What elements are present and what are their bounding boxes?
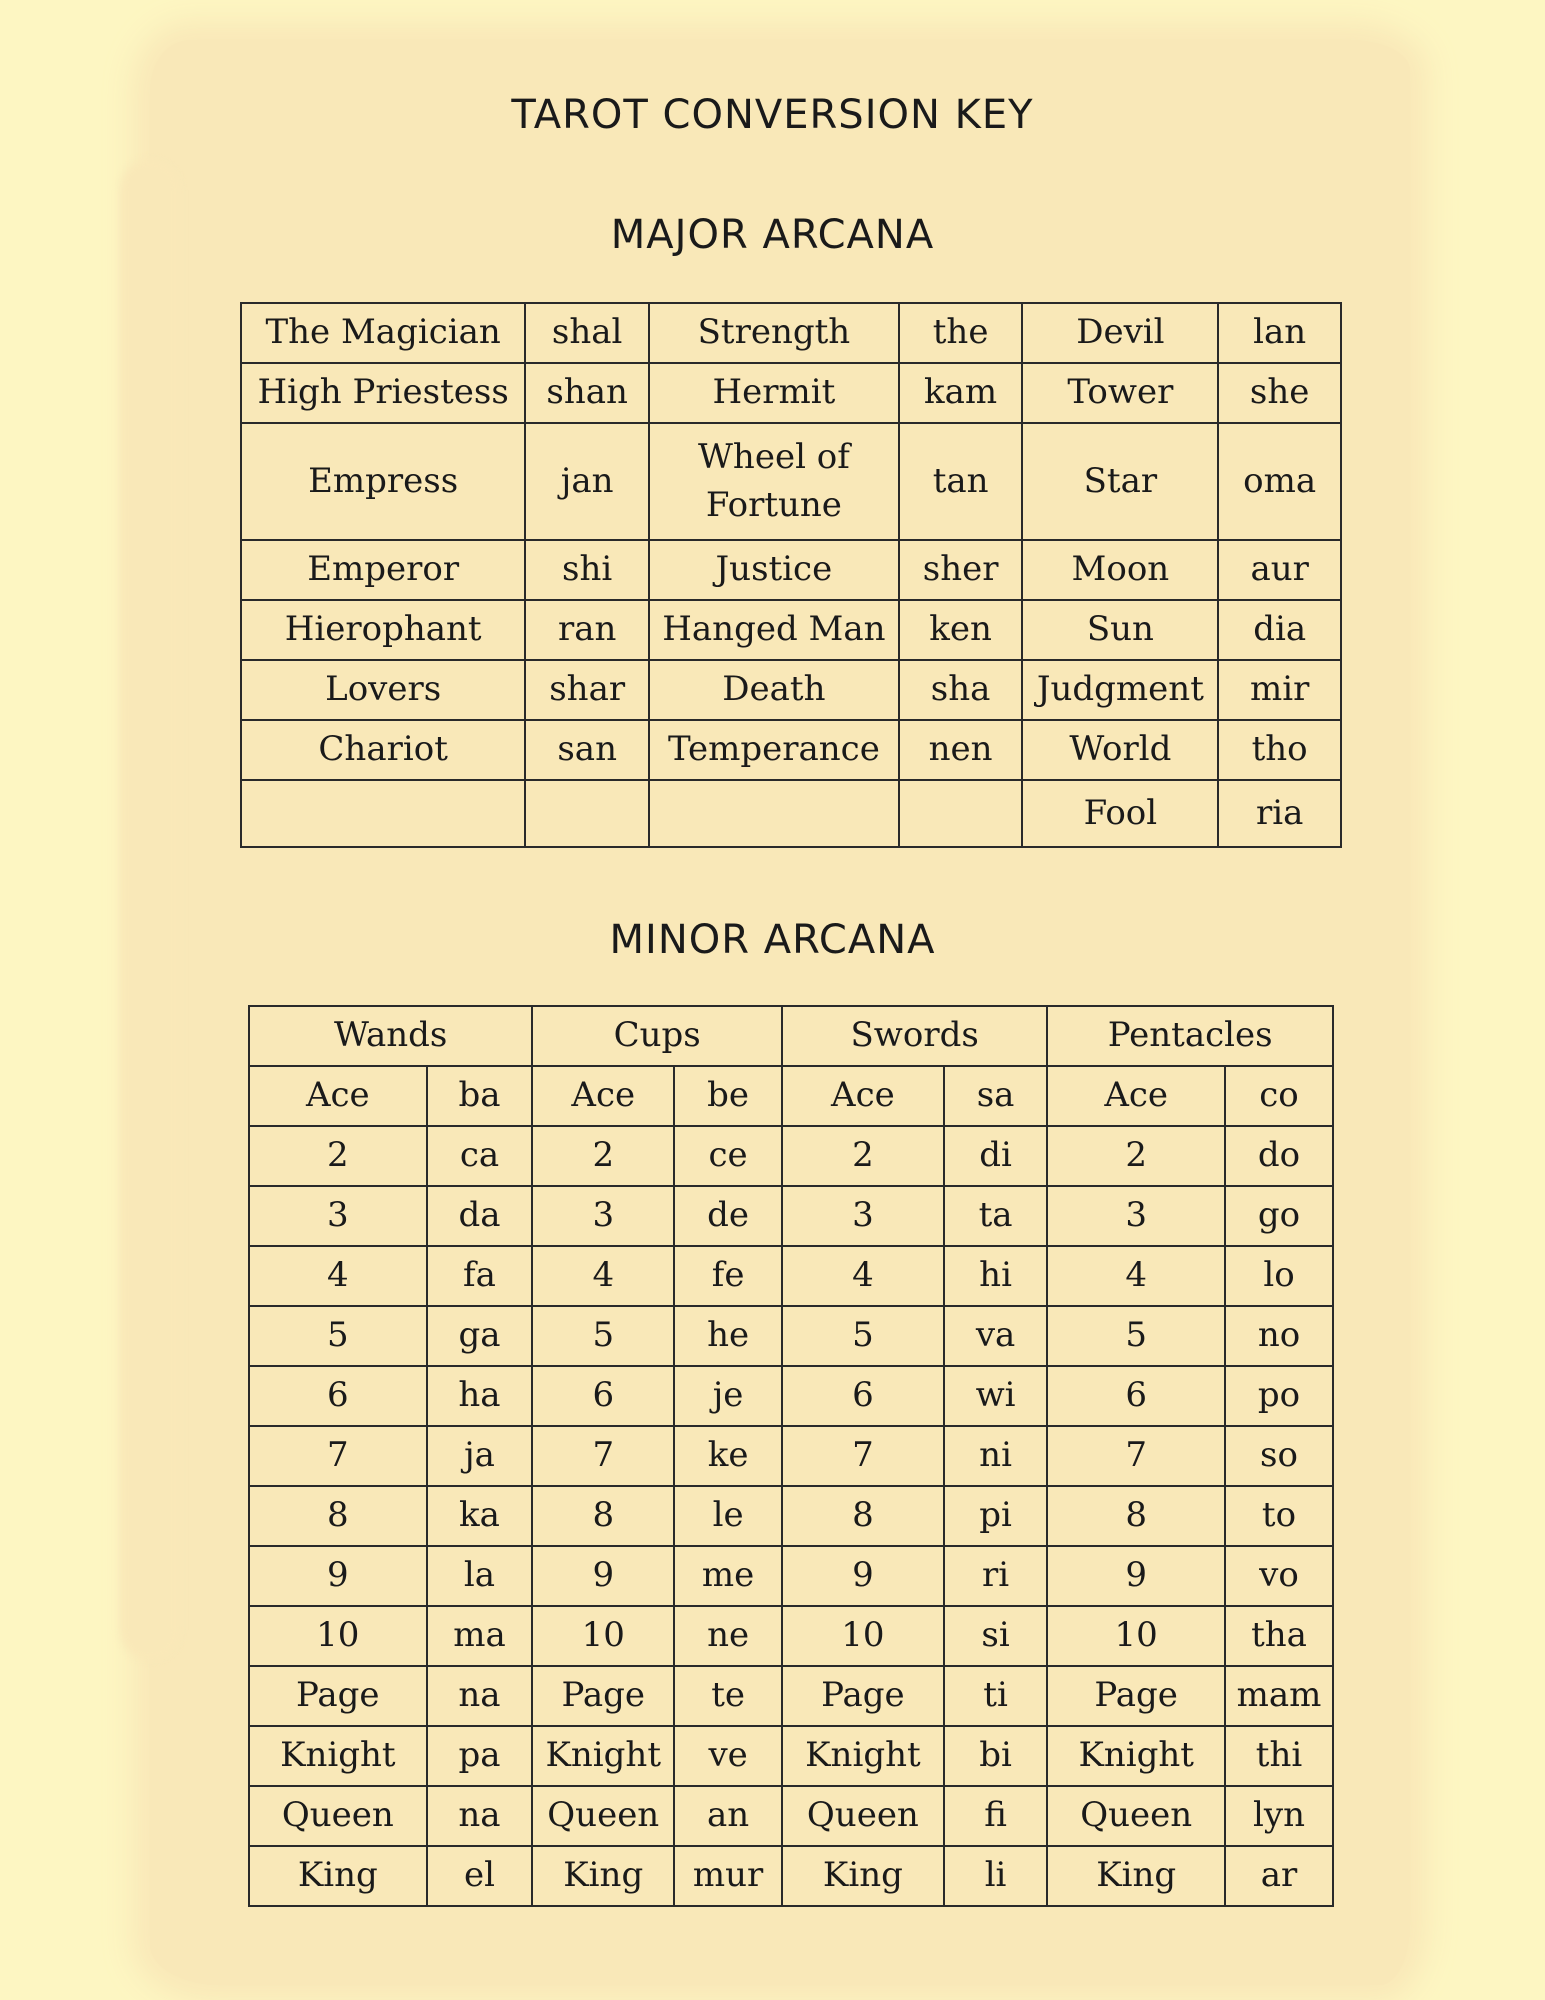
card-rank: King — [532, 1846, 674, 1906]
card-syllable: ar — [1225, 1846, 1333, 1906]
card-name: Moon — [1022, 540, 1218, 600]
table-row — [249, 1846, 1333, 1906]
card-rank: 10 — [782, 1606, 944, 1666]
table-row — [241, 720, 1341, 780]
card-syllable: shan — [525, 363, 649, 423]
card-syllable: kam — [899, 363, 1023, 423]
card-syllable: bi — [944, 1726, 1048, 1786]
card-syllable: no — [1225, 1306, 1333, 1366]
card-rank: 3 — [532, 1186, 674, 1246]
card-syllable: sa — [944, 1066, 1048, 1126]
empty-cell — [649, 780, 899, 847]
card-rank: Ace — [532, 1066, 674, 1126]
card-syllable: vo — [1225, 1546, 1333, 1606]
card-rank: 5 — [249, 1306, 427, 1366]
card-rank: 8 — [782, 1486, 944, 1546]
card-syllable: do — [1225, 1126, 1333, 1186]
card-rank: 10 — [532, 1606, 674, 1666]
card-rank: 5 — [782, 1306, 944, 1366]
card-syllable: he — [674, 1306, 782, 1366]
card-name: Sun — [1022, 600, 1218, 660]
card-syllable: an — [674, 1786, 782, 1846]
card-syllable: ri — [944, 1546, 1048, 1606]
table-row — [241, 780, 1341, 847]
card-syllable: ti — [944, 1666, 1048, 1726]
card-name: Star — [1022, 423, 1218, 540]
card-syllable: she — [1218, 363, 1341, 423]
minor-arcana-heading: MINOR ARCANA — [609, 917, 936, 963]
card-syllable: da — [427, 1186, 533, 1246]
card-rank: 7 — [1047, 1426, 1225, 1486]
card-rank: Queen — [782, 1786, 944, 1846]
card-syllable: el — [427, 1846, 533, 1906]
card-syllable: sher — [899, 540, 1023, 600]
card-rank: King — [1047, 1846, 1225, 1906]
card-syllable: san — [525, 720, 649, 780]
table-row — [249, 1666, 1333, 1726]
card-syllable: ha — [427, 1366, 533, 1426]
card-syllable: mir — [1218, 660, 1341, 720]
table-row — [241, 303, 1341, 363]
card-syllable: fi — [944, 1786, 1048, 1846]
card-rank: 2 — [532, 1126, 674, 1186]
card-rank: 6 — [782, 1366, 944, 1426]
card-rank: 7 — [782, 1426, 944, 1486]
card-syllable: jan — [525, 423, 649, 540]
card-syllable: lan — [1218, 303, 1341, 363]
card-rank: 2 — [782, 1126, 944, 1186]
empty-cell — [899, 780, 1023, 847]
suit-header-row — [249, 1006, 1333, 1066]
card-name: Fool — [1022, 780, 1218, 847]
card-syllable: mur — [674, 1846, 782, 1906]
card-rank: Queen — [249, 1786, 427, 1846]
card-syllable: ba — [427, 1066, 533, 1126]
card-rank: Ace — [782, 1066, 944, 1126]
card-syllable: si — [944, 1606, 1048, 1666]
suit-header-cups: Cups — [532, 1006, 782, 1066]
card-syllable: shal — [525, 303, 649, 363]
card-syllable: hi — [944, 1246, 1048, 1306]
card-name: Chariot — [241, 720, 525, 780]
card-name: Lovers — [241, 660, 525, 720]
card-syllable: ke — [674, 1426, 782, 1486]
card-syllable: the — [899, 303, 1023, 363]
card-syllable: te — [674, 1666, 782, 1726]
card-rank: 4 — [532, 1246, 674, 1306]
card-rank: Queen — [1047, 1786, 1225, 1846]
card-rank: 8 — [249, 1486, 427, 1546]
card-rank: Ace — [1047, 1066, 1225, 1126]
page-title: TAROT CONVERSION KEY — [511, 92, 1034, 138]
card-syllable: ne — [674, 1606, 782, 1666]
card-name: Hanged Man — [649, 600, 899, 660]
card-syllable: ta — [944, 1186, 1048, 1246]
card-rank: Knight — [249, 1726, 427, 1786]
card-name: Justice — [649, 540, 899, 600]
card-name: Empress — [241, 423, 525, 540]
major-arcana-table — [240, 302, 1342, 848]
card-rank: 10 — [249, 1606, 427, 1666]
card-syllable: to — [1225, 1486, 1333, 1546]
card-syllable: pi — [944, 1486, 1048, 1546]
minor-arcana-table — [248, 1005, 1334, 1907]
minor-arcana-body — [249, 1066, 1333, 1906]
card-syllable: tan — [899, 423, 1023, 540]
card-syllable: li — [944, 1846, 1048, 1906]
table-row — [249, 1606, 1333, 1666]
card-syllable: tho — [1218, 720, 1341, 780]
table-row — [249, 1246, 1333, 1306]
card-name: Strength — [649, 303, 899, 363]
card-rank: 6 — [532, 1366, 674, 1426]
card-name: Judgment — [1022, 660, 1218, 720]
card-rank: Queen — [532, 1786, 674, 1846]
card-rank: 4 — [249, 1246, 427, 1306]
card-syllable: ni — [944, 1426, 1048, 1486]
card-rank: Page — [249, 1666, 427, 1726]
card-rank: 9 — [532, 1546, 674, 1606]
card-syllable: fe — [674, 1246, 782, 1306]
card-rank: 9 — [249, 1546, 427, 1606]
card-rank: 3 — [249, 1186, 427, 1246]
table-row — [249, 1126, 1333, 1186]
table-row — [249, 1546, 1333, 1606]
card-syllable: ce — [674, 1126, 782, 1186]
card-rank: 7 — [532, 1426, 674, 1486]
table-row — [249, 1786, 1333, 1846]
card-syllable: be — [674, 1066, 782, 1126]
card-syllable: go — [1225, 1186, 1333, 1246]
card-rank: 3 — [1047, 1186, 1225, 1246]
card-syllable: thi — [1225, 1726, 1333, 1786]
table-row — [249, 1066, 1333, 1126]
card-rank: 6 — [249, 1366, 427, 1426]
card-rank: 9 — [1047, 1546, 1225, 1606]
card-syllable: shar — [525, 660, 649, 720]
card-syllable: la — [427, 1546, 533, 1606]
card-name: Emperor — [241, 540, 525, 600]
card-name: World — [1022, 720, 1218, 780]
card-rank: King — [782, 1846, 944, 1906]
card-rank: Ace — [249, 1066, 427, 1126]
table-row — [249, 1306, 1333, 1366]
card-syllable: lo — [1225, 1246, 1333, 1306]
card-syllable: mam — [1225, 1666, 1333, 1726]
card-syllable: co — [1225, 1066, 1333, 1126]
card-rank: 3 — [782, 1186, 944, 1246]
card-syllable: wi — [944, 1366, 1048, 1426]
card-rank: Page — [1047, 1666, 1225, 1726]
suit-header-pentacles: Pentacles — [1047, 1006, 1333, 1066]
card-syllable: ca — [427, 1126, 533, 1186]
card-syllable: lyn — [1225, 1786, 1333, 1846]
card-syllable: so — [1225, 1426, 1333, 1486]
card-syllable: ken — [899, 600, 1023, 660]
table-row — [241, 600, 1341, 660]
card-rank: 8 — [532, 1486, 674, 1546]
empty-cell — [241, 780, 525, 847]
card-rank: 9 — [782, 1546, 944, 1606]
card-syllable: nen — [899, 720, 1023, 780]
card-syllable: ma — [427, 1606, 533, 1666]
table-row — [241, 363, 1341, 423]
card-rank: 10 — [1047, 1606, 1225, 1666]
card-syllable: ka — [427, 1486, 533, 1546]
card-syllable: tha — [1225, 1606, 1333, 1666]
table-row — [241, 423, 1341, 540]
card-syllable: va — [944, 1306, 1048, 1366]
table-row — [249, 1426, 1333, 1486]
card-syllable: aur — [1218, 540, 1341, 600]
card-syllable: oma — [1218, 423, 1341, 540]
card-rank: Knight — [532, 1726, 674, 1786]
card-syllable: ja — [427, 1426, 533, 1486]
table-row — [249, 1186, 1333, 1246]
card-syllable: shi — [525, 540, 649, 600]
card-syllable: po — [1225, 1366, 1333, 1426]
card-syllable: na — [427, 1666, 533, 1726]
card-rank: King — [249, 1846, 427, 1906]
card-syllable: sha — [899, 660, 1023, 720]
table-row — [249, 1726, 1333, 1786]
card-name: High Priestess — [241, 363, 525, 423]
table-row — [241, 660, 1341, 720]
card-rank: 5 — [532, 1306, 674, 1366]
card-syllable: je — [674, 1366, 782, 1426]
table-row — [241, 540, 1341, 600]
suit-header-swords: Swords — [782, 1006, 1047, 1066]
card-syllable: me — [674, 1546, 782, 1606]
card-name: Devil — [1022, 303, 1218, 363]
card-syllable: ga — [427, 1306, 533, 1366]
card-syllable: fa — [427, 1246, 533, 1306]
card-rank: 4 — [1047, 1246, 1225, 1306]
card-syllable: na — [427, 1786, 533, 1846]
card-rank: 7 — [249, 1426, 427, 1486]
card-rank: 8 — [1047, 1486, 1225, 1546]
card-rank: 5 — [1047, 1306, 1225, 1366]
card-name: Death — [649, 660, 899, 720]
card-syllable: de — [674, 1186, 782, 1246]
empty-cell — [525, 780, 649, 847]
card-rank: 2 — [249, 1126, 427, 1186]
card-syllable: le — [674, 1486, 782, 1546]
card-rank: 6 — [1047, 1366, 1225, 1426]
suit-header-wands: Wands — [249, 1006, 532, 1066]
major-arcana-heading: MAJOR ARCANA — [610, 212, 935, 258]
card-name: Hermit — [649, 363, 899, 423]
card-name: Hierophant — [241, 600, 525, 660]
card-rank: 2 — [1047, 1126, 1225, 1186]
card-name: Temperance — [649, 720, 899, 780]
card-syllable: pa — [427, 1726, 533, 1786]
card-syllable: ve — [674, 1726, 782, 1786]
card-syllable: di — [944, 1126, 1048, 1186]
card-name: Wheel of Fortune — [649, 423, 899, 540]
card-name: The Magician — [241, 303, 525, 363]
card-rank: 4 — [782, 1246, 944, 1306]
table-row — [249, 1486, 1333, 1546]
table-row — [249, 1366, 1333, 1426]
card-syllable: ria — [1218, 780, 1341, 847]
card-rank: Page — [782, 1666, 944, 1726]
card-syllable: ran — [525, 600, 649, 660]
card-syllable: dia — [1218, 600, 1341, 660]
card-name: Tower — [1022, 363, 1218, 423]
card-rank: Knight — [1047, 1726, 1225, 1786]
card-rank: Knight — [782, 1726, 944, 1786]
card-rank: Page — [532, 1666, 674, 1726]
